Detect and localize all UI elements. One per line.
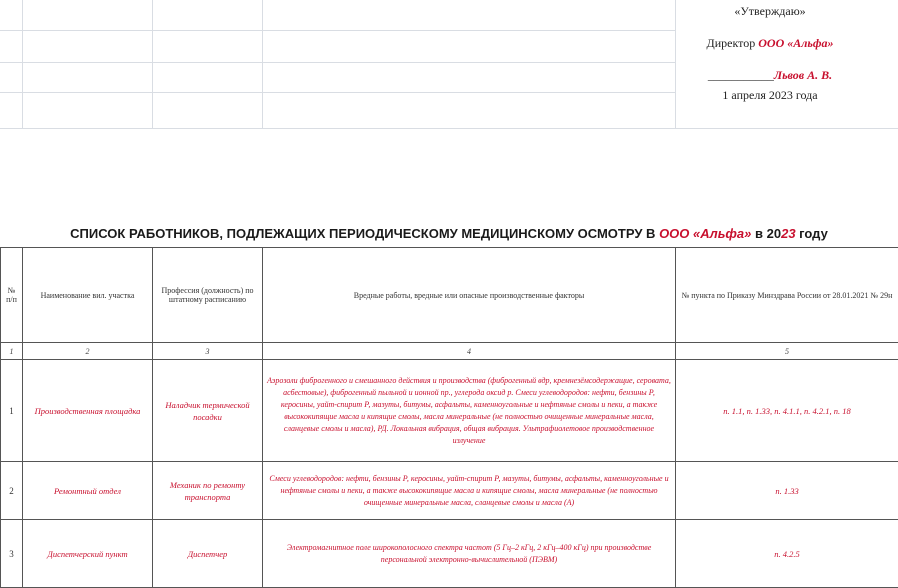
title-prefix: СПИСОК РАБОТНИКОВ, ПОДЛЕЖАЩИХ ПЕРИОДИЧЕСКОМУ МЕДИЦИНСКОМУ ОСМОТРУ В xyxy=(70,226,660,241)
unit-cell: Ремонтный отдел xyxy=(23,462,153,520)
director-company: ООО «Альфа» xyxy=(758,36,834,50)
position-cell: Механик по ремонту транспорта xyxy=(153,462,263,520)
points-cell: п. 4.2.5 xyxy=(676,520,898,588)
signer-name: Львов А. В. xyxy=(773,68,833,82)
column-number: 4 xyxy=(263,343,676,360)
header-cell: Вредные работы, вредные или опасные производственные факторы xyxy=(263,248,676,343)
page-title xyxy=(0,226,898,241)
grid-line xyxy=(0,128,898,129)
table-header-row xyxy=(1,248,898,343)
signature-line: ___________ xyxy=(707,68,774,82)
position-cell: Диспетчер xyxy=(153,520,263,588)
title-company: ООО «Альфа» xyxy=(659,226,752,241)
grid-line xyxy=(0,30,675,31)
column-number: 2 xyxy=(23,343,153,360)
approval-heading: «Утверждаю» xyxy=(734,4,806,18)
grid-line xyxy=(0,92,675,93)
column-number-row xyxy=(1,343,898,360)
unit-cell: Диспетчерский пункт xyxy=(23,520,153,588)
position-cell: Наладчик термической посадки xyxy=(153,360,263,462)
header-cell: Наименование вил. участка xyxy=(23,248,153,343)
grid-line xyxy=(152,0,153,128)
grid-line xyxy=(0,62,675,63)
row-number: 3 xyxy=(1,520,23,588)
title-middle: в 20 xyxy=(751,226,782,241)
unit-cell: Производственная площадка xyxy=(23,360,153,462)
column-number: 3 xyxy=(153,343,263,360)
row-number: 1 xyxy=(1,360,23,462)
approval-date: 1 апреля 2023 года xyxy=(722,88,818,102)
table-row xyxy=(1,360,898,462)
grid-line xyxy=(675,0,676,128)
approval-director xyxy=(660,36,880,51)
factors-cell: Электромагнитное поле широкополосного спектра частот (5 Гц–2 кГц, 2 кГц–400 кГц) при производстве персональной электронно-вычислительной (ПЭВМ) xyxy=(263,520,676,588)
approval-signature xyxy=(660,68,880,83)
points-cell: п. 1.1, п. 1.33, п. 4.1.1, п. 4.2.1, п. 18 xyxy=(676,360,898,462)
header-cell: № пункта по Приказу Минздрава России от 28.01.2021 № 29н xyxy=(676,248,898,343)
header-cell: Профессия (должность) по штатному расписанию xyxy=(153,248,263,343)
title-suffix: году xyxy=(795,226,828,241)
factors-cell: Аэрозоли фиброгенного и смешанного действия и производства (фиброгенный вдр, кремнезёмсодержащие, серовата, асбестовые), фиброгенный пыльной и ионной пр., углерода оксид р. Смеси углеводородов: нефти, бензины Р, керосины, уайт-спирит Р, мазуты, битумы, асфальты, каменноугольные и нефтяные смолы и пеки, а также высококипящие масла и кипящие смолы, масла минеральные (не полностью очищенные минеральные масла, сланцевые смолы и масла), РД. Локальная вибрация, общая вибрация. Ультрафиолетовое производственное излучение xyxy=(263,360,676,462)
director-label: Директор xyxy=(706,36,759,50)
header-cell: № п/п xyxy=(1,248,23,343)
table-row xyxy=(1,520,898,588)
row-number: 2 xyxy=(1,462,23,520)
points-cell: п. 1.33 xyxy=(676,462,898,520)
grid-line xyxy=(262,0,263,128)
column-number: 5 xyxy=(676,343,898,360)
title-year-suffix: 23 xyxy=(781,226,796,241)
grid-line xyxy=(22,0,23,128)
column-number: 1 xyxy=(1,343,23,360)
employee-table xyxy=(0,247,898,588)
factors-cell: Смеси углеводородов: нефти, бензины Р, керосины, уайт-спирит Р, мазуты, битумы, асфальты, каменноугольные и нефтяные смолы и пеки, а также высококипящие масла и кипящие смолы, масла минеральные (не полностью очищенные минеральные масла, сланцевые смолы и масла (А) xyxy=(263,462,676,520)
table-row xyxy=(1,462,898,520)
